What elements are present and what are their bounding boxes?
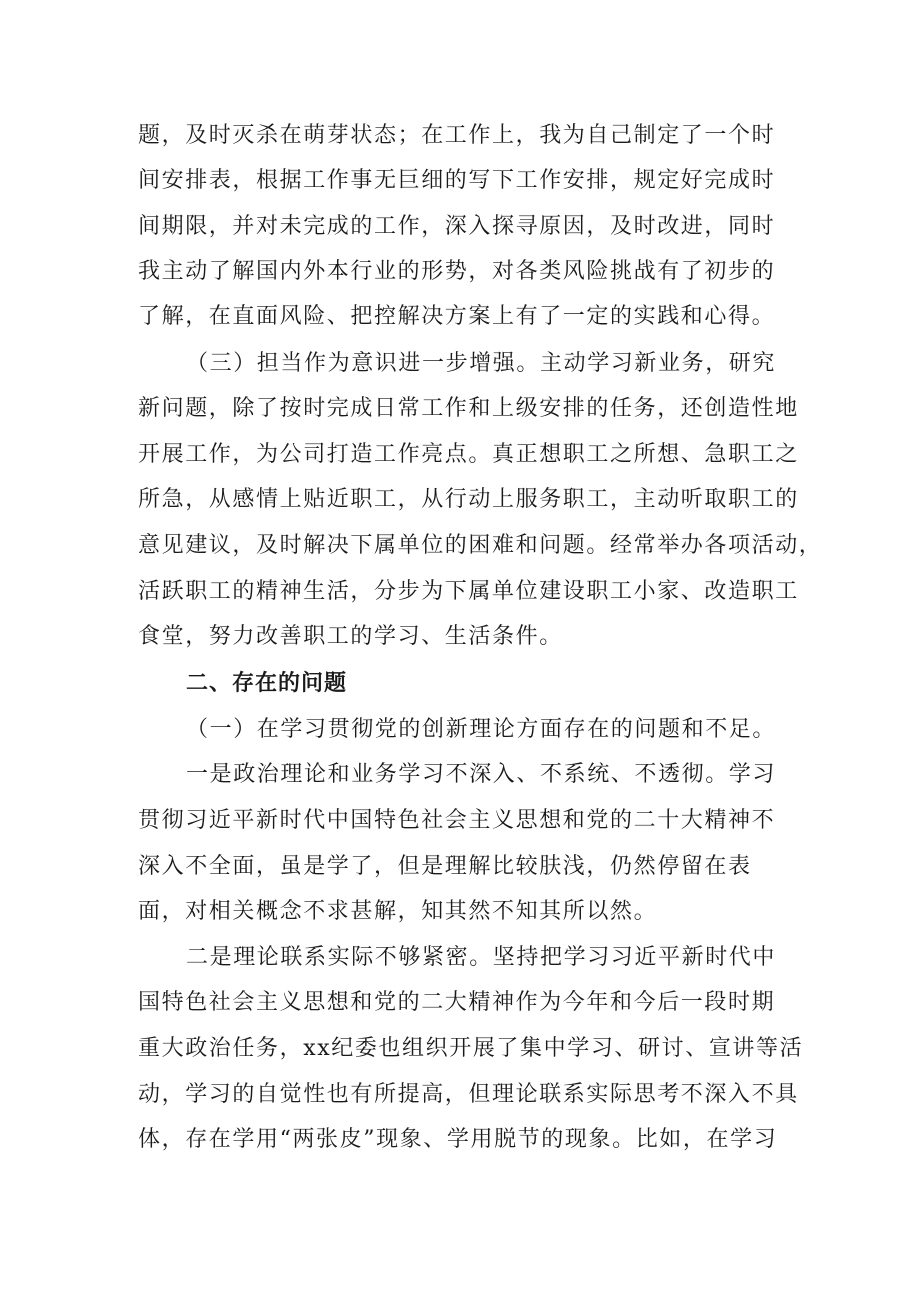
- text-line: 了解，在直面风险、把控解决方案上有了一定的实践和心得。: [138, 304, 776, 329]
- text-line: 间安排表，根据工作事无巨细的写下工作安排，规定好完成时: [138, 168, 776, 193]
- text-line: 食堂，努力改善职工的学习、生活条件。: [138, 624, 563, 649]
- text-line: 二是理论联系实际不够紧密。坚持把学习习近平新时代中: [186, 945, 777, 970]
- text-line: 国特色社会主义思想和党的二大精神作为今年和今后一段时期: [138, 990, 776, 1015]
- text-line: 面，对相关概念不求甚解，知其然不知其所以然。: [138, 899, 658, 924]
- text-line: 贯彻习近平新时代中国特色社会主义思想和党的二十大精神不: [138, 808, 776, 833]
- text-line: 动，学习的自觉性也有所提高，但理论联系实际思考不深入不具: [138, 1082, 799, 1107]
- text-line: （三）担当作为意识进一步增强。主动学习新业务，研究: [186, 351, 777, 376]
- text-line: 新问题，除了按时完成日常工作和上级安排的任务，还创造性地: [138, 396, 799, 421]
- text-line: 所急，从感情上贴近职工，从行动上服务职工，主动听取职工的: [138, 487, 799, 512]
- text-line: 活跃职工的精神生活，分步为下属单位建设职工小家、改造职工: [138, 579, 799, 604]
- text-line: 深入不全面，虽是学了，但是理解比较肤浅，仍然停留在表: [138, 854, 752, 879]
- text-line: 我主动了解国内外本行业的形势，对各类风险挑战有了初步的: [138, 259, 776, 284]
- text-line: 题，及时灭杀在萌芽状态；在工作上，我为自己制定了一个时: [138, 123, 776, 148]
- text-line: 意见建议，及时解决下属单位的困难和问题。经常举办各项活动，: [138, 533, 823, 558]
- text-line: 体，存在学用“两张皮”现象、学用脱节的现象。比如，在学习: [138, 1127, 778, 1152]
- text-line: 开展工作，为公司打造工作亮点。真正想职工之所想、急职工之: [138, 442, 799, 467]
- text-line: 一是政治理论和业务学习不深入、不系统、不透彻。学习: [186, 762, 777, 787]
- section-heading: 二、存在的问题: [186, 671, 348, 696]
- text-line: 间期限，并对未完成的工作，深入探寻原因，及时改进，同时: [138, 214, 776, 239]
- text-line: 重大政治任务，xx纪委也组织开展了集中学习、研讨、宣讲等活: [138, 1036, 804, 1061]
- text-line: （一）在学习贯彻党的创新理论方面存在的问题和不足。: [186, 717, 777, 742]
